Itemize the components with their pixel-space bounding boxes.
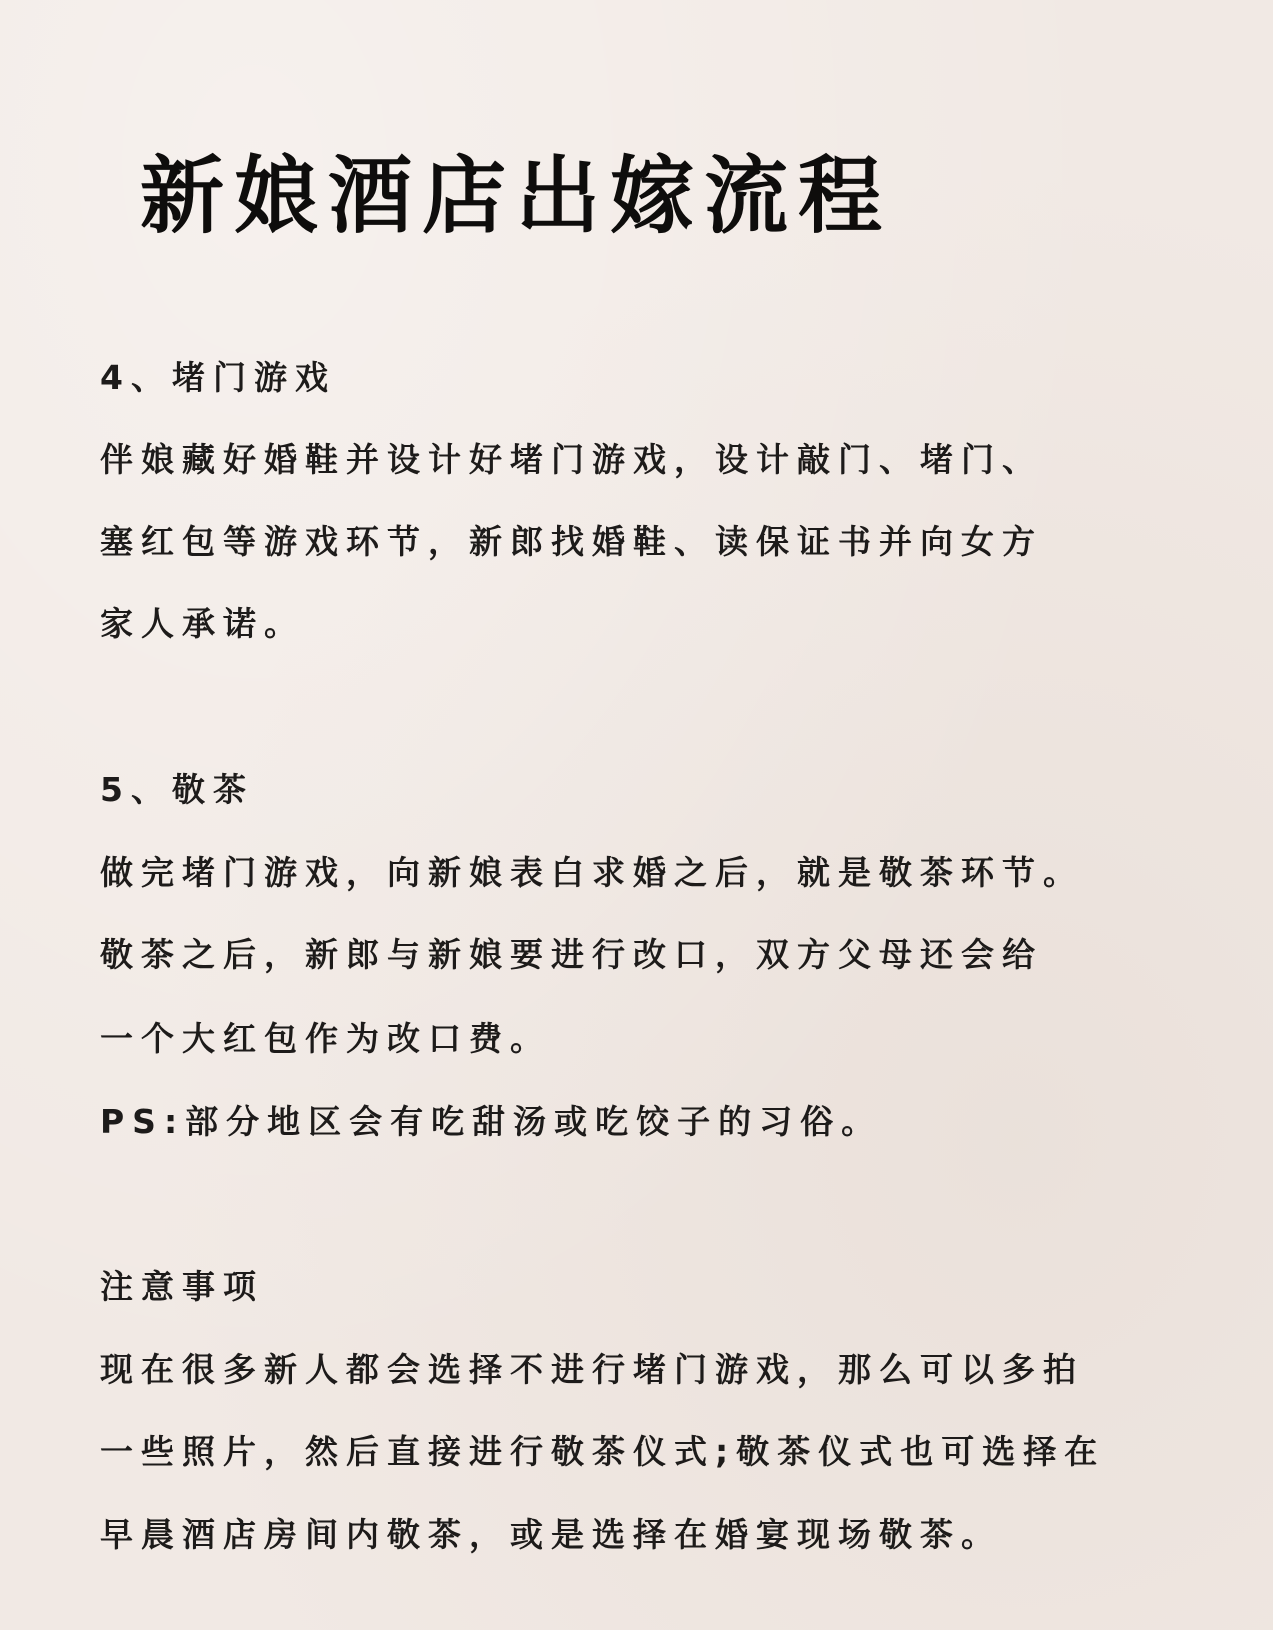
paragraph-line-ps: PS:部分地区会有吃甜汤或吃饺子的习俗。 xyxy=(100,1102,883,1141)
section-heading-tea-ceremony: 5、敬茶 xyxy=(100,770,254,809)
page-title: 新娘酒店出嫁流程 xyxy=(140,146,893,245)
paragraph-line: 做完堵门游戏，向新娘表白求婚之后，就是敬茶环节。 xyxy=(100,853,1084,892)
paragraph-line: 现在很多新人都会选择不进行堵门游戏，那么可以多拍 xyxy=(100,1350,1084,1389)
paragraph-line: 一些照片，然后直接进行敬茶仪式;敬茶仪式也可选择在 xyxy=(100,1432,1106,1471)
paragraph-line: 伴娘藏好婚鞋并设计好堵门游戏，设计敲门、堵门、 xyxy=(100,440,1043,479)
paragraph-line: 一个大红包作为改口费。 xyxy=(100,1019,551,1058)
section-heading-notes: 注意事项 xyxy=(100,1267,264,1306)
paragraph-line: 家人承诺。 xyxy=(100,604,305,643)
paragraph-line: 敬茶之后，新郎与新娘要进行改口，双方父母还会给 xyxy=(100,935,1043,974)
paragraph-line: 塞红包等游戏环节，新郎找婚鞋、读保证书并向女方 xyxy=(100,522,1043,561)
paragraph-line: 早晨酒店房间内敬茶，或是选择在婚宴现场敬茶。 xyxy=(100,1515,1002,1554)
section-heading-door-game: 4、堵门游戏 xyxy=(100,358,336,397)
